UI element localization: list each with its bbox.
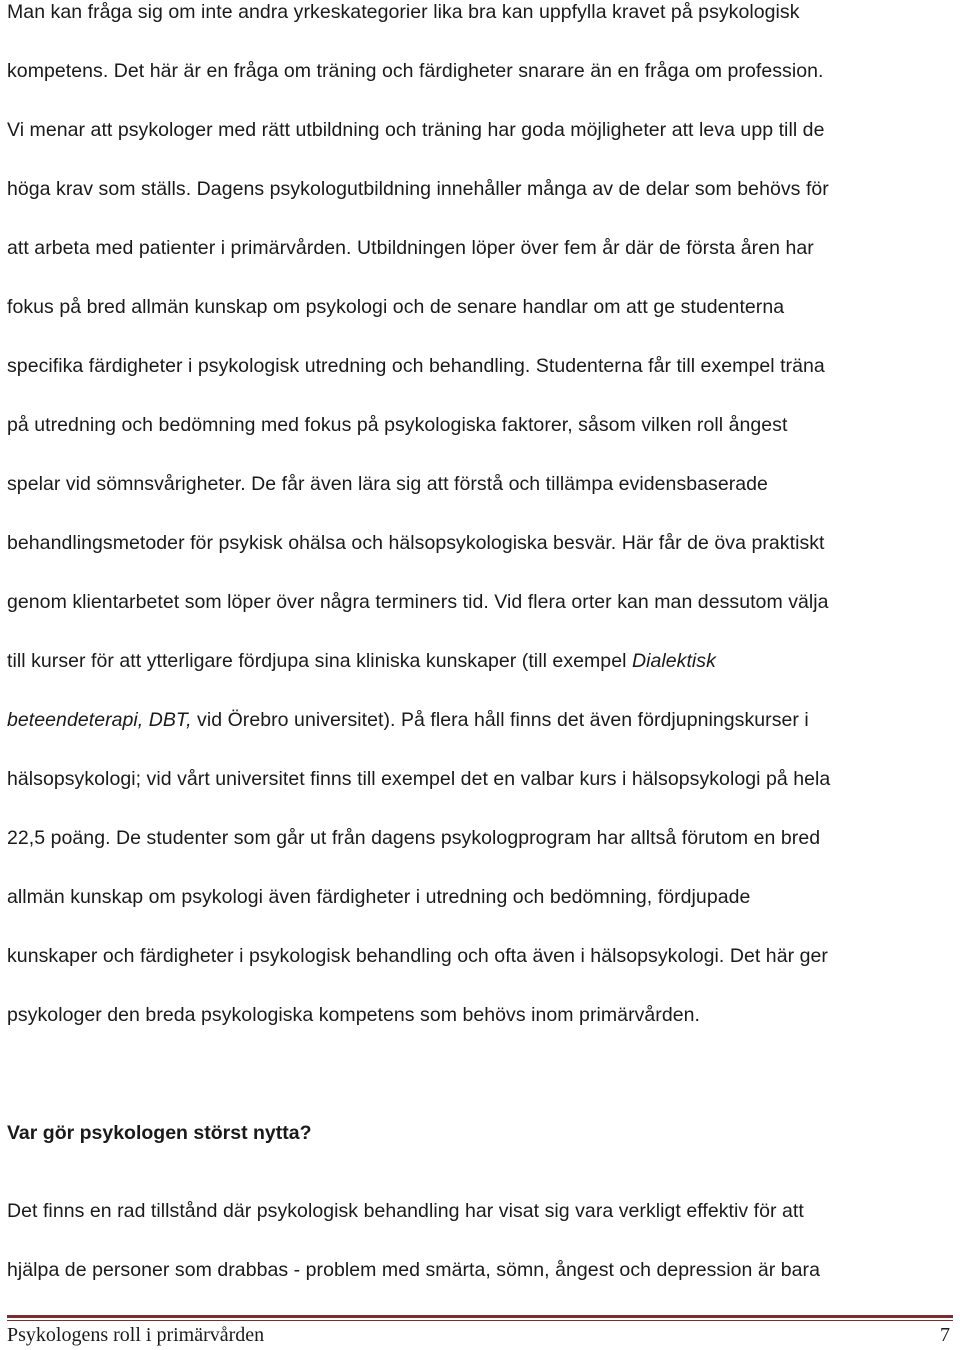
paragraph-line: Det finns en rad tillstånd där psykologisk behandling har visat sig vara verkligt effektiv för att — [7, 1200, 804, 1222]
paragraph-line: att arbeta med patienter i primärvården. Utbildningen löper över fem år där de första åren har — [7, 237, 814, 259]
paragraph-line: hjälpa de personer som drabbas - problem med smärta, sömn, ångest och depression är bara — [7, 1259, 820, 1281]
paragraph-line — [7, 708, 809, 732]
paragraph-line — [7, 649, 716, 673]
paragraph-line: spelar vid sömnsvårigheter. De får även lära sig att förstå och tillämpa evidensbaserade — [7, 473, 768, 495]
footer-rule — [7, 1315, 953, 1318]
paragraph-line: 22,5 poäng. De studenter som går ut från dagens psykologprogram har alltså förutom en bred — [7, 827, 821, 849]
paragraph-line: på utredning och bedömning med fokus på psykologiska faktorer, såsom vilken roll ångest — [7, 414, 788, 436]
paragraph-line: Man kan fråga sig om inte andra yrkeskategorier lika bra kan uppfylla kravet på psykologisk — [7, 1, 800, 23]
paragraph-line: genom klientarbetet som löper över några terminers tid. Vid flera orter kan man dessutom välja — [7, 591, 829, 613]
italic-term: Dialektisk — [631, 650, 716, 672]
paragraph-line: behandlingsmetoder för psykisk ohälsa och hälsopsykologiska besvär. Här får de öva praktiskt — [7, 532, 825, 554]
paragraph-line: kunskaper och färdigheter i psykologisk behandling och ofta även i hälsopsykologi. Det här ger — [7, 945, 828, 967]
footer-title: Psykologens roll i primärvården — [7, 1324, 265, 1346]
paragraph-line: psykologer den breda psykologiska kompetens som behövs inom primärvården. — [7, 1004, 701, 1026]
line-text: till kurser för att ytterligare fördjupa sina kliniska kunskaper (till exempel — [7, 650, 632, 672]
paragraph-line: höga krav som ställs. Dagens psykologutbildning innehåller många av de delar som behövs för — [7, 178, 829, 200]
paragraph-line: hälsopsykologi; vid vårt universitet finns till exempel det en valbar kurs i hälsopsykologi på hela — [7, 768, 831, 790]
paragraph-line: kompetens. Det här är en fråga om träning och färdigheter snarare än en fråga om profession. — [7, 60, 824, 82]
section-heading: Var gör psykologen störst nytta? — [7, 1122, 312, 1144]
line-text: vid Örebro universitet). På flera håll finns det även fördjupningskurser i — [191, 709, 809, 731]
footer-rule-thin — [7, 1320, 953, 1321]
paragraph-line: Vi menar att psykologer med rätt utbildning och träning har goda möjligheter att leva upp till de — [7, 119, 825, 141]
italic-term: beteendeterapi, DBT, — [7, 709, 192, 731]
paragraph-line: fokus på bred allmän kunskap om psykologi och de senare handlar om att ge studenterna — [7, 296, 785, 318]
paragraph-line: allmän kunskap om psykologi även färdigheter i utredning och bedömning, fördjupade — [7, 886, 751, 908]
page-number: 7 — [940, 1324, 950, 1346]
paragraph-line: specifika färdigheter i psykologisk utredning och behandling. Studenterna får till exempel träna — [7, 355, 825, 377]
